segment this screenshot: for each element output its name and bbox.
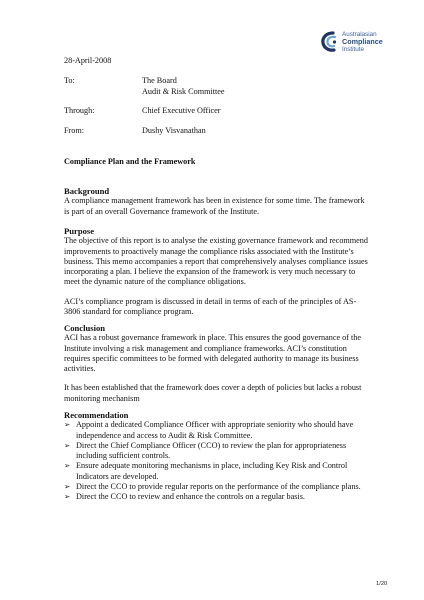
to-value <box>142 76 225 97</box>
recommendation-item-text: Direct the CCO to provide regular reports on the performance of the compliance plans. <box>76 482 361 492</box>
recommendation-item <box>64 461 370 482</box>
recommendation-item <box>64 441 370 462</box>
purpose-heading: Purpose <box>64 226 95 236</box>
aci-logo-text <box>342 31 383 53</box>
logo-line-1: Australasian <box>342 31 377 38</box>
through-label: Through: <box>64 106 95 115</box>
bullet-arrow-icon: ➢ <box>64 461 71 471</box>
recommendation-item-text: Direct the Chief Compliance Officer (CCO) to review the plan for appropriateness including sufficient controls. <box>76 440 347 461</box>
background-section <box>64 186 370 217</box>
page-number: 1/20 <box>376 581 388 587</box>
recommendation-list <box>64 420 370 502</box>
purpose-text-2: ACI’s compliance program is discussed in detail in terms of each of the principles of AS-3806 standard for compliance program. <box>64 296 357 317</box>
purpose-text-1: The objective of this report is to analyse the existing governance framework and recommend improvements to proactively manage the compliance risks associated with the Institute’s business. This memo accompanies a report that comprehensively analyses compliance issues incorporating a plan. I believe the expansion of the framework is very much necessary to meet the dynamic nature of the compliance obligations. <box>64 236 368 287</box>
recommendation-heading: Recommendation <box>64 410 129 420</box>
logo-line-2: Compliance <box>342 37 383 46</box>
memo-date: 28-April-2008 <box>64 56 112 65</box>
conclusion-heading: Conclusion <box>64 323 106 333</box>
recommendation-section <box>64 410 370 503</box>
through-value: Chief Executive Officer <box>142 106 221 115</box>
recommendation-item <box>64 492 370 502</box>
recommendation-item-text: Ensure adequate monitoring mechanisms in place, including Key Risk and Control Indicators are developed. <box>76 461 348 481</box>
memo-title: Compliance Plan and the Framework <box>64 157 196 166</box>
recommendation-item <box>64 482 370 492</box>
bullet-arrow-icon: ➢ <box>64 492 71 502</box>
recommendation-item-text: Appoint a dedicated Compliance Officer with appropriate seniority who should have independence and access to Audit & Risk Committee. <box>76 420 354 440</box>
bullet-arrow-icon: ➢ <box>64 440 71 450</box>
recommendation-item-text: Direct the CCO to review and enhance the controls on a regular basis. <box>76 492 305 502</box>
logo-line-3: Institute <box>342 46 365 53</box>
to-label: To: <box>64 76 75 85</box>
background-heading: Background <box>64 186 110 196</box>
conclusion-section <box>64 323 370 404</box>
bullet-arrow-icon: ➢ <box>64 420 71 430</box>
to-value-line-1: The Board <box>142 76 177 85</box>
purpose-section <box>64 226 370 317</box>
conclusion-text-2: It has been established that the framework does cover a depth of policies but lacks a robust monitoring mechanism <box>64 383 362 403</box>
background-text: A compliance management framework has been in existence for some time. The framework is part of an overall Governance framework of the Institute. <box>64 196 365 216</box>
from-value: Dushy Visvanathan <box>142 126 206 135</box>
aci-logo <box>320 28 400 58</box>
aci-logo-icon <box>320 30 338 54</box>
recommendation-item <box>64 420 370 441</box>
bullet-arrow-icon: ➢ <box>64 482 71 492</box>
from-label: From: <box>64 126 85 135</box>
to-value-line-2: Audit & Risk Committee <box>142 86 225 96</box>
conclusion-text-1: ACI has a robust governance framework in place. This ensures the good governance of the Institute involving a risk management and compliance frameworks. ACI’s constitution requires specific committees to be formed with delegated authority to manage its business activities. <box>64 333 362 374</box>
